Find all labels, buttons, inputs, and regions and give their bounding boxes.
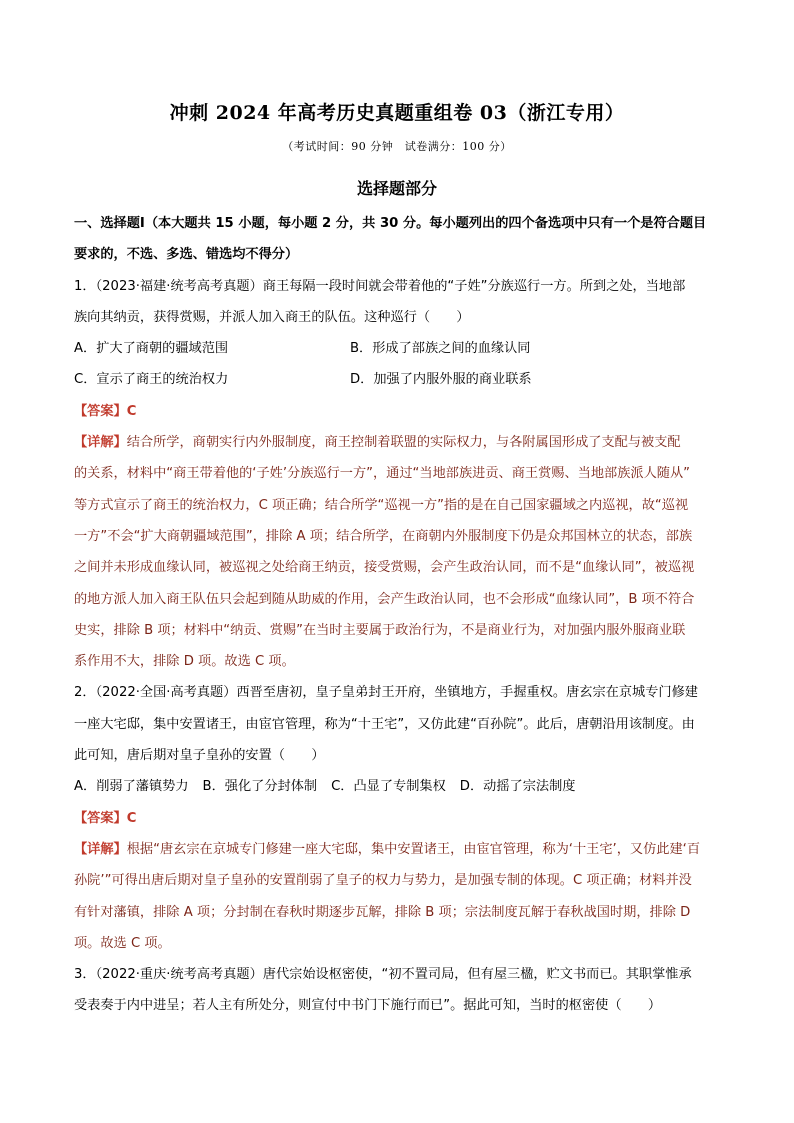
q2-answer-label: 【答案】 [74, 810, 127, 826]
q1-detail-line-3: 等方式宣示了商王的统治权力，C 项正确；结合所学“巡视一方”指的是在自己国家疆域之内巡视，故“巡视 [74, 497, 689, 513]
q2-answer-value: C [126, 810, 137, 826]
instructions-line-2: 要求的，不选、多选、错选均不得分） [74, 247, 299, 263]
q2-detail-line-3: 有针对藩镇，排除 A 项；分封制在春秋时期逐步瓦解，排除 B 项；宗法制度瓦解于春秋战国时期，排除 D [74, 904, 691, 920]
q1-options-row-1 [74, 333, 724, 364]
q1-detail-line-2: 的关系，材料中“商王带着他的‘子姓’分族巡行一方”，通过“当地部族进贡、商王赏赐、当地部族派人随从” [74, 466, 690, 482]
q2-option-b: B．强化了分封体制 [202, 779, 318, 795]
q2-answer [74, 803, 724, 834]
q3-stem-line-1: 3．（2022·重庆·统考高考真题）唐代宗始设枢密使，“初不置司局，但有屋三楹，贮文书而已。其职掌惟承 [74, 967, 692, 983]
q1-answer-value: C [126, 403, 137, 419]
q1-option-a: A．扩大了商朝的疆域范围 [74, 341, 229, 357]
q2-detail-line-2: 孙院’”可得出唐后期对皇子皇孙的安置削弱了皇子的权力与势力，是加强专制的体现。C 项正确；材料并没 [74, 873, 692, 889]
q1-option-b: B．形成了部族之间的血缘认同 [350, 341, 531, 357]
document-title: 冲刺 2024 年高考历史真题重组卷 03（浙江专用） [169, 102, 625, 124]
q1-answer [74, 396, 724, 427]
q2-option-c: C．凸显了专制集权 [331, 779, 446, 795]
q2-options-row [74, 771, 724, 802]
q1-option-d: D．加强了内服外服的商业联系 [350, 372, 532, 388]
q1-detail-line-1 [74, 427, 724, 458]
q3-stem-line-2: 受表奏于内中进呈；若人主有所处分，则宣付中书门下施行而已”。据此可知，当时的枢密使（ ） [74, 998, 662, 1014]
q2-detail-line-4: 项。故选 C 项。 [74, 935, 171, 951]
instructions-line-1: 一、选择题Ⅰ（本大题共 15 小题，每小题 2 分，共 30 分。每小题列出的四个备选项中只有一个是符合题目 [74, 216, 707, 231]
q2-option-d: D．动摇了宗法制度 [459, 779, 576, 795]
q2-detail-label: 【详解】 [74, 841, 127, 857]
document-subtitle: （考试时间：90 分钟 试卷满分：100 分） [282, 140, 512, 153]
q1-detail-line-5: 之间并未形成血缘认同，被巡视之处给商王纳贡，接受赏赐，会产生政治认同，而不是“血缘认同”，被巡视 [74, 560, 695, 576]
q1-stem-line-1: 1．（2023·福建·统考高考真题）商王每隔一段时间就会带着他的“子姓”分族巡行一方。所到之处，当地部 [74, 278, 686, 294]
q1-detail-text-1: 结合所学，商朝实行内外服制度，商王控制着联盟的实际权力，与各附属国形成了支配与被支配 [126, 435, 681, 451]
q2-stem-line-1: 2．（2022·全国·高考真题）西晋至唐初，皇子皇弟封王开府，坐镇地方，手握重权。唐玄宗在京城专门修建 [74, 685, 698, 701]
section-title: 选择题部分 [356, 179, 437, 198]
q2-stem-line-2: 一座大宅邸，集中安置诸王，由宦官管理，称为“十王宅”，又仿此建“百孙院”。此后，唐朝沿用该制度。由 [74, 716, 695, 732]
q1-detail-line-6: 的地方派人加入商王队伍只会起到随从助威的作用，会产生政治认同，也不会形成“血缘认同”，B 项不符合 [74, 591, 695, 607]
q2-option-a: A．削弱了藩镇势力 [74, 779, 189, 795]
q1-stem-line-2: 族向其纳贡，获得赏赐，并派人加入商王的队伍。这种巡行（ ） [74, 309, 470, 325]
q1-option-c: C．宣示了商王的统治权力 [74, 372, 229, 388]
q1-detail-line-8: 系作用不大，排除 D 项。故选 C 项。 [74, 654, 295, 670]
q1-options-row-2 [74, 364, 724, 395]
q1-detail-line-7: 史实，排除 B 项；材料中“纳贡、赏赐”在当时主要属于政治行为，不是商业行为，对加强内服外服商业联 [74, 622, 686, 638]
q2-detail-line-1 [74, 834, 724, 865]
q1-answer-label: 【答案】 [74, 403, 127, 419]
q2-stem-line-3: 此可知，唐后期对皇子皇孙的安置（ ） [74, 748, 325, 764]
q1-detail-line-4: 一方”不会“扩大商朝疆域范围”，排除 A 项；结合所学，在商朝内外服制度下仍是众邦国林立的状态，部族 [74, 528, 693, 544]
q1-detail-label: 【详解】 [74, 435, 127, 451]
content-body [74, 208, 724, 1022]
q2-detail-text-1: 根据“唐玄宗在京城专门修建一座大宅邸，集中安置诸王，由宦官管理，称为‘十王宅’，又仿此建‘百 [126, 841, 701, 857]
